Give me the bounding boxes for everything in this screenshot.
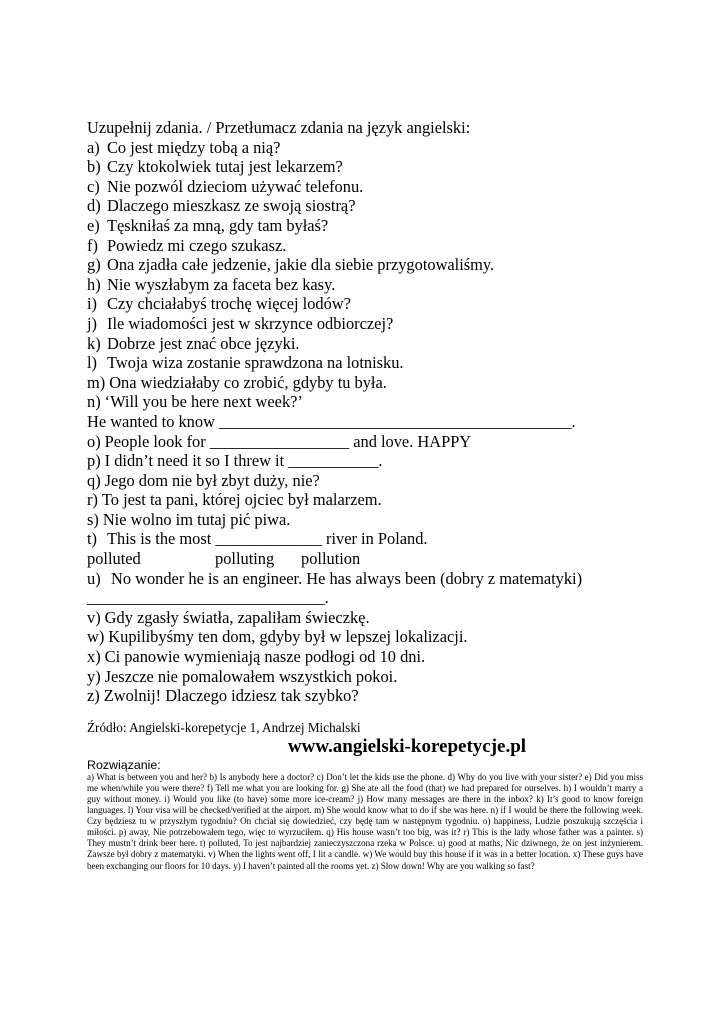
item-text: Jeszcze nie pomalowałem wszystkich pokoi. <box>104 666 398 686</box>
item-label: r) <box>87 490 98 510</box>
list-item-l <box>87 353 647 373</box>
item-label: c) <box>87 176 100 196</box>
list-item-t <box>87 529 647 549</box>
item-label: t) <box>87 529 98 549</box>
website-link[interactable]: www.angielski-korepetycje.pl <box>287 735 527 757</box>
item-text: I didn’t need it so I threw it ___________. <box>104 451 383 471</box>
list-item-v <box>87 608 647 628</box>
item-label: u) <box>87 568 101 588</box>
item-label: b) <box>87 157 101 177</box>
list-item-e <box>87 216 647 236</box>
list-item-s <box>87 510 647 530</box>
item-label: p) <box>87 451 101 471</box>
list-item-c <box>87 177 647 197</box>
item-label: m) <box>87 372 106 392</box>
exercise-content <box>87 118 647 872</box>
item-label: i) <box>87 294 98 314</box>
list-item-u <box>87 569 647 589</box>
list-item-m <box>87 373 647 393</box>
item-u-blank: _____________________________. <box>87 588 329 608</box>
answers-heading: Rozwiązanie: <box>87 757 161 772</box>
list-item-g <box>87 255 647 275</box>
list-item-k <box>87 334 647 354</box>
item-label: f) <box>87 235 98 255</box>
item-text: Dobrze jest znać obce języki. <box>107 333 300 353</box>
item-text: Czy chciałabyś trochę więcej lodów? <box>107 294 351 314</box>
item-text: Nie wyszłabym za faceta bez kasy. <box>107 274 336 294</box>
word-option: polluting <box>215 549 275 569</box>
list-item-p <box>87 451 647 471</box>
list-item-b <box>87 157 647 177</box>
word-option: pollution <box>301 549 361 569</box>
item-text: Nie wolno im tutaj pić piwa. <box>102 509 291 529</box>
item-label: x) <box>87 647 101 667</box>
spacer <box>87 706 647 720</box>
item-text: To jest ta pani, której ojciec był malarzem. <box>101 490 382 510</box>
item-text: No wonder he is an engineer. He has always been (dobry z matematyki) <box>111 568 583 588</box>
item-text: ‘Will you be here next week?’ <box>104 392 303 412</box>
item-label: e) <box>87 215 100 235</box>
list-item-d <box>87 196 647 216</box>
item-label: s) <box>87 509 99 529</box>
list-item-o <box>87 432 647 452</box>
item-label: a) <box>87 137 100 157</box>
item-text: Kupilibyśmy ten dom, gdyby był w lepszej lokalizacji. <box>108 627 468 647</box>
item-text: Tęskniłaś za mną, gdy tam byłaś? <box>107 215 329 235</box>
item-text: Twoja wiza zostanie sprawdzona na lotnisku. <box>107 353 404 373</box>
answers-text: a) What is between you and her? b) Is anybody here a doctor? c) Don’t let the kids use the phone. d) Why do you live with your sister? e) Did you miss me when/while you were there? f) Tell me what you are looking for. g) She ate all the food (that) we had prepared for ourselves. h) I wouldn’t marry a guy without money. i) Would you like (to have) some more ice-cream? j) How many messages are there in the inbox? k) It’s good to know foreign languages. l) Your visa will be checked/verified at the airport. m) She would know what to do if she was here. n) if I would be there the following week. Czy będziesz tu w przyszłym tygodniu? On chciał się dowiedzieć, czy będę tam w następnym tygodniu. o) happiness, Ludzie poszukują szczęścia i miłości. p) away, Nie potrzebowałem tego, więc to wyrzuciłem. q) His house wasn’t too big, was it? r) This is the lady whose father was a painter. s) They mustn’t drink beer here. t) polluted, To jest najbardziej zanieczyszczona rzeka w Polsce. u) good at maths, Nic dziwnego, że on jest inżynierem. Zawsze był dobry z matematyki. v) When the lights went off, I lit a candle. w) We would buy this house if it was in a better location. x) These guys have been exchanging our floors for 10 days. y) I haven’t painted all the rooms yet. z) Slow down! Why are you walking so fast? <box>87 771 643 871</box>
item-text: Zwolnij! Dlaczego idziesz tak szybko? <box>103 686 359 706</box>
word-option: polluted <box>87 549 141 569</box>
item-text: Ona wiedziałaby co zrobić, gdyby tu była. <box>109 372 387 392</box>
item-text: This is the most _____________ river in Poland. <box>107 529 428 549</box>
item-label: w) <box>87 627 105 647</box>
list-item-y <box>87 667 647 687</box>
source-note: Źródło: Angielski-korepetycje 1, Andrzej Michalski <box>87 719 361 735</box>
word-options <box>87 549 647 569</box>
item-label: j) <box>87 313 98 333</box>
item-label: g) <box>87 255 101 275</box>
item-label: d) <box>87 196 101 216</box>
item-label: o) <box>87 431 101 451</box>
item-label: k) <box>87 333 101 353</box>
list-item-f <box>87 236 647 256</box>
item-text: Ona zjadła całe jedzenie, jakie dla siebie przygotowaliśmy. <box>107 255 495 275</box>
item-text: Dlaczego mieszkasz ze swoją siostrą? <box>107 196 356 216</box>
list-item-j <box>87 314 647 334</box>
item-label: y) <box>87 666 101 686</box>
item-label: z) <box>87 686 100 706</box>
item-text: Nie pozwól dzieciom używać telefonu. <box>107 176 364 196</box>
item-text: Powiedz mi czego szukasz. <box>107 235 287 255</box>
item-text: People look for _________________ and love. HAPPY <box>104 431 472 451</box>
list-item-h <box>87 275 647 295</box>
item-text: Czy ktokolwiek tutaj jest lekarzem? <box>107 157 343 177</box>
item-text: Co jest między tobą a nią? <box>107 137 281 157</box>
item-text: Ile wiadomości jest w skrzynce odbiorczej? <box>107 313 394 333</box>
list-item-a <box>87 138 647 158</box>
item-label: l) <box>87 353 98 373</box>
item-n-continuation: He wanted to know ___________________________________________. <box>87 411 576 431</box>
item-text: Ci panowie wymieniają nasze podłogi od 10 dni. <box>104 647 426 667</box>
item-text: Jego dom nie był zbyt duży, nie? <box>104 470 320 490</box>
list-item-n <box>87 392 647 412</box>
exercise-title: Uzupełnij zdania. / Przetłumacz zdania na język angielski: <box>87 118 471 137</box>
item-label: q) <box>87 470 101 490</box>
item-label: n) <box>87 392 101 412</box>
list-item-r <box>87 490 647 510</box>
list-item-q <box>87 471 647 491</box>
item-text: Gdy zgasły światła, zapaliłam świeczkę. <box>104 607 370 627</box>
list-item-i <box>87 294 647 314</box>
item-label: v) <box>87 607 101 627</box>
list-item-w <box>87 627 647 647</box>
list-item-z <box>87 686 647 706</box>
list-item-x <box>87 647 647 667</box>
item-label: h) <box>87 274 101 294</box>
